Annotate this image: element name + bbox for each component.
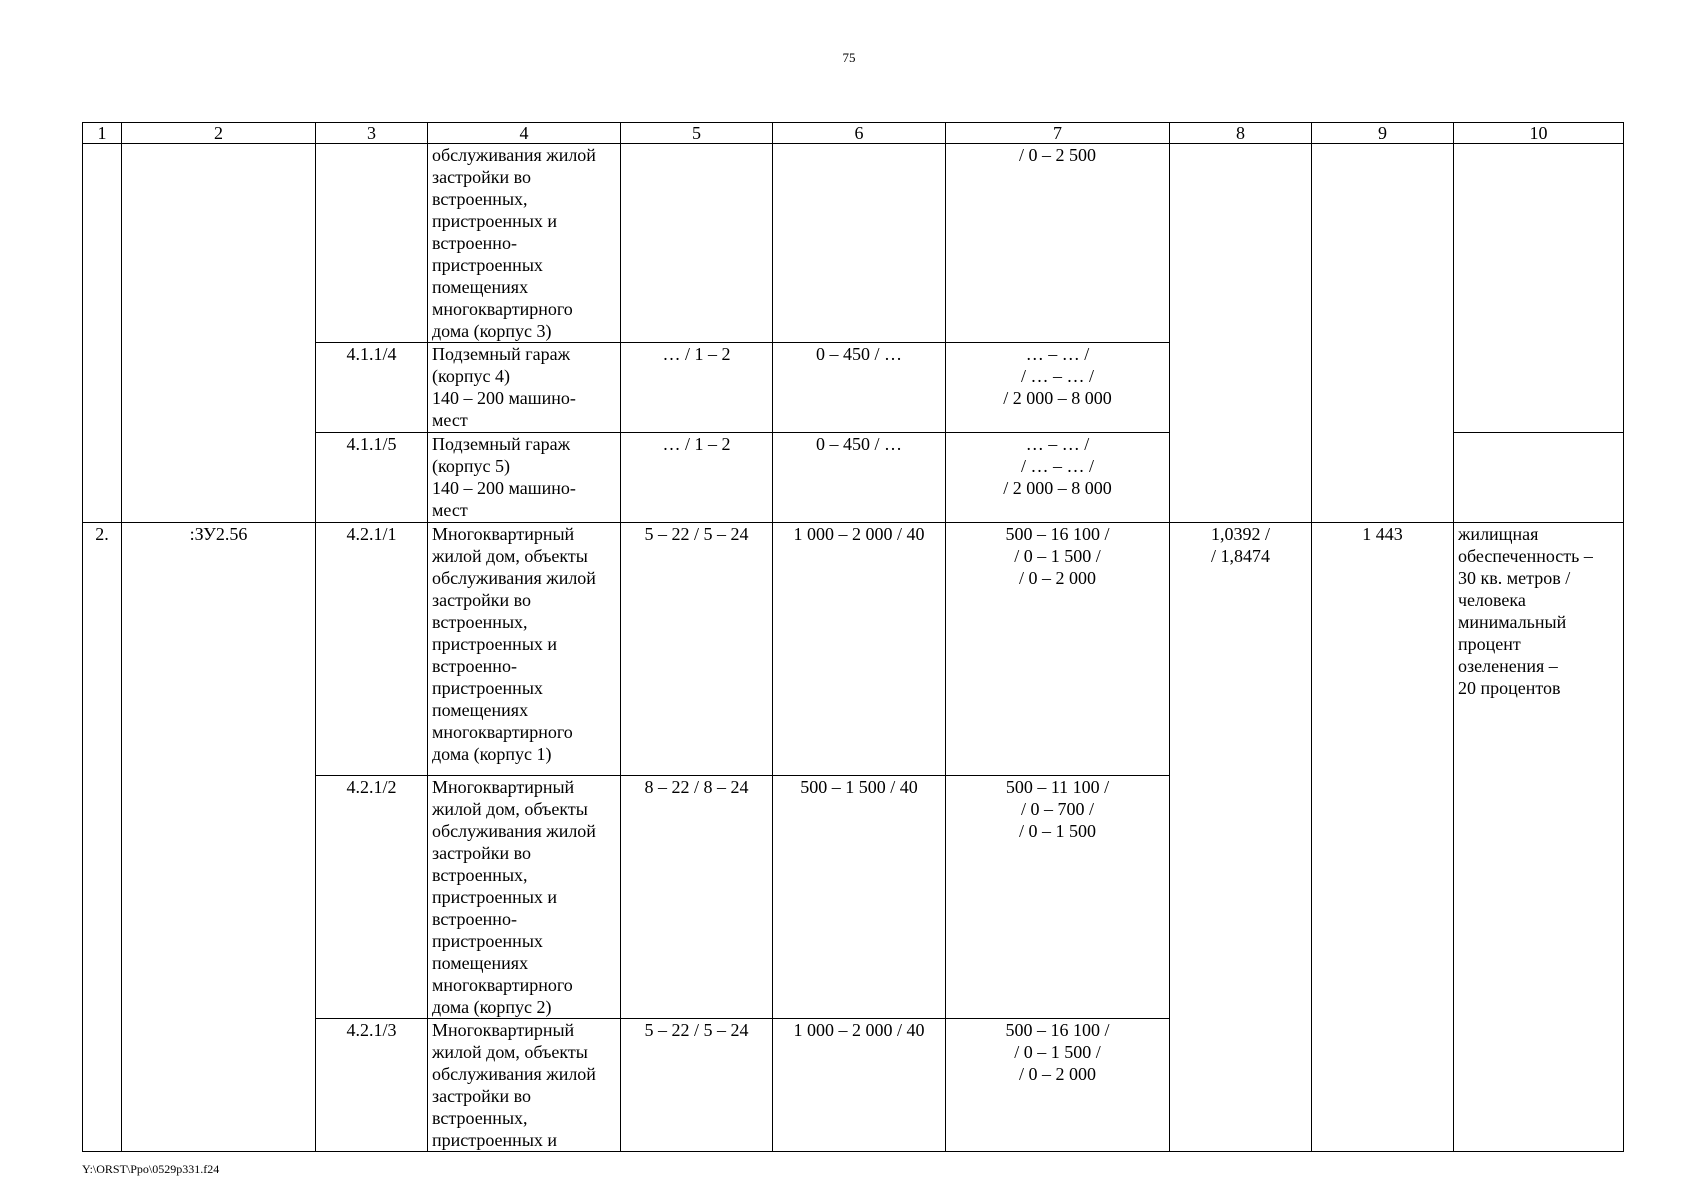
header-cell: 1 <box>83 123 122 144</box>
plot-cell <box>122 144 316 523</box>
code-cell: 4.1.1/5 <box>316 433 428 523</box>
code-cell <box>316 144 428 343</box>
floor-area-cell: / 0 – 2 500 <box>946 144 1170 343</box>
header-cell: 8 <box>1170 123 1312 144</box>
area-cell: 0 – 450 / … <box>773 343 946 433</box>
area-cell: 1 000 – 2 000 / 40 <box>773 1019 946 1152</box>
header-cell: 9 <box>1312 123 1454 144</box>
code-cell: 4.2.1/3 <box>316 1019 428 1152</box>
header-cell: 3 <box>316 123 428 144</box>
col9-cell <box>1312 144 1454 523</box>
description-cell: Многоквартирный жилой дом, объекты обслуживания жилой застройки во встроенных, пристроенных и <box>428 1019 621 1152</box>
floor-area-cell: 500 – 16 100 / / 0 – 1 500 / / 0 – 2 000 <box>946 1019 1170 1152</box>
area-cell: 500 – 1 500 / 40 <box>773 776 946 1019</box>
floor-area-cell: … – … / / … – … / / 2 000 – 8 000 <box>946 433 1170 523</box>
floor-area-cell: … – … / / … – … / / 2 000 – 8 000 <box>946 343 1170 433</box>
row-number-cell <box>83 144 122 523</box>
floors-cell: … / 1 – 2 <box>621 343 773 433</box>
footer-file-path: Y:\ORST\Ppo\0529p331.f24 <box>82 1162 220 1176</box>
code-cell: 4.2.1/1 <box>316 523 428 776</box>
description-cell: обслуживания жилой застройки во встроенных, пристроенных и встроенно- пристроенных помещениях многоквартирного дома (корпус 3) <box>428 144 621 343</box>
row-number-cell: 2. <box>83 523 122 1152</box>
floors-cell: … / 1 – 2 <box>621 433 773 523</box>
description-cell: Многоквартирный жилой дом, объекты обслуживания жилой застройки во встроенных, пристроенных и встроенно- пристроенных помещениях многоквартирного дома (корпус 1) <box>428 523 621 776</box>
description-cell: Многоквартирный жилой дом, объекты обслуживания жилой застройки во встроенных, пристроенных и встроенно- пристроенных помещениях многоквартирного дома (корпус 2) <box>428 776 621 1019</box>
floor-area-cell: 500 – 16 100 / / 0 – 1 500 / / 0 – 2 000 <box>946 523 1170 776</box>
floor-area-cell: 500 – 11 100 / / 0 – 700 / / 0 – 1 500 <box>946 776 1170 1019</box>
description-cell: Подземный гараж (корпус 5) 140 – 200 машино- мест <box>428 433 621 523</box>
header-cell: 10 <box>1454 123 1624 144</box>
col9-cell: 1 443 <box>1312 523 1454 1152</box>
data-table <box>82 122 1624 1152</box>
code-cell: 4.1.1/4 <box>316 343 428 433</box>
header-row <box>83 123 1624 144</box>
floors-cell <box>621 144 773 343</box>
col10-cell <box>1454 433 1624 523</box>
plot-cell: :ЗУ2.56 <box>122 523 316 1152</box>
header-cell: 5 <box>621 123 773 144</box>
area-cell: 0 – 450 / … <box>773 433 946 523</box>
table-row <box>83 523 1624 776</box>
col10-cell: жилищная обеспеченность – 30 кв. метров / человека минимальный процент озеленения – 20 процентов <box>1454 523 1624 1152</box>
description-cell: Подземный гараж (корпус 4) 140 – 200 машино- мест <box>428 343 621 433</box>
col8-cell <box>1170 144 1312 523</box>
header-cell: 6 <box>773 123 946 144</box>
area-cell <box>773 144 946 343</box>
col8-cell: 1,0392 / / 1,8474 <box>1170 523 1312 1152</box>
header-cell: 2 <box>122 123 316 144</box>
code-cell: 4.2.1/2 <box>316 776 428 1019</box>
page-number: 75 <box>842 50 856 65</box>
floors-cell: 5 – 22 / 5 – 24 <box>621 1019 773 1152</box>
floors-cell: 5 – 22 / 5 – 24 <box>621 523 773 776</box>
table-row <box>83 144 1624 343</box>
header-cell: 4 <box>428 123 621 144</box>
area-cell: 1 000 – 2 000 / 40 <box>773 523 946 776</box>
header-cell: 7 <box>946 123 1170 144</box>
col10-cell <box>1454 144 1624 433</box>
floors-cell: 8 – 22 / 8 – 24 <box>621 776 773 1019</box>
